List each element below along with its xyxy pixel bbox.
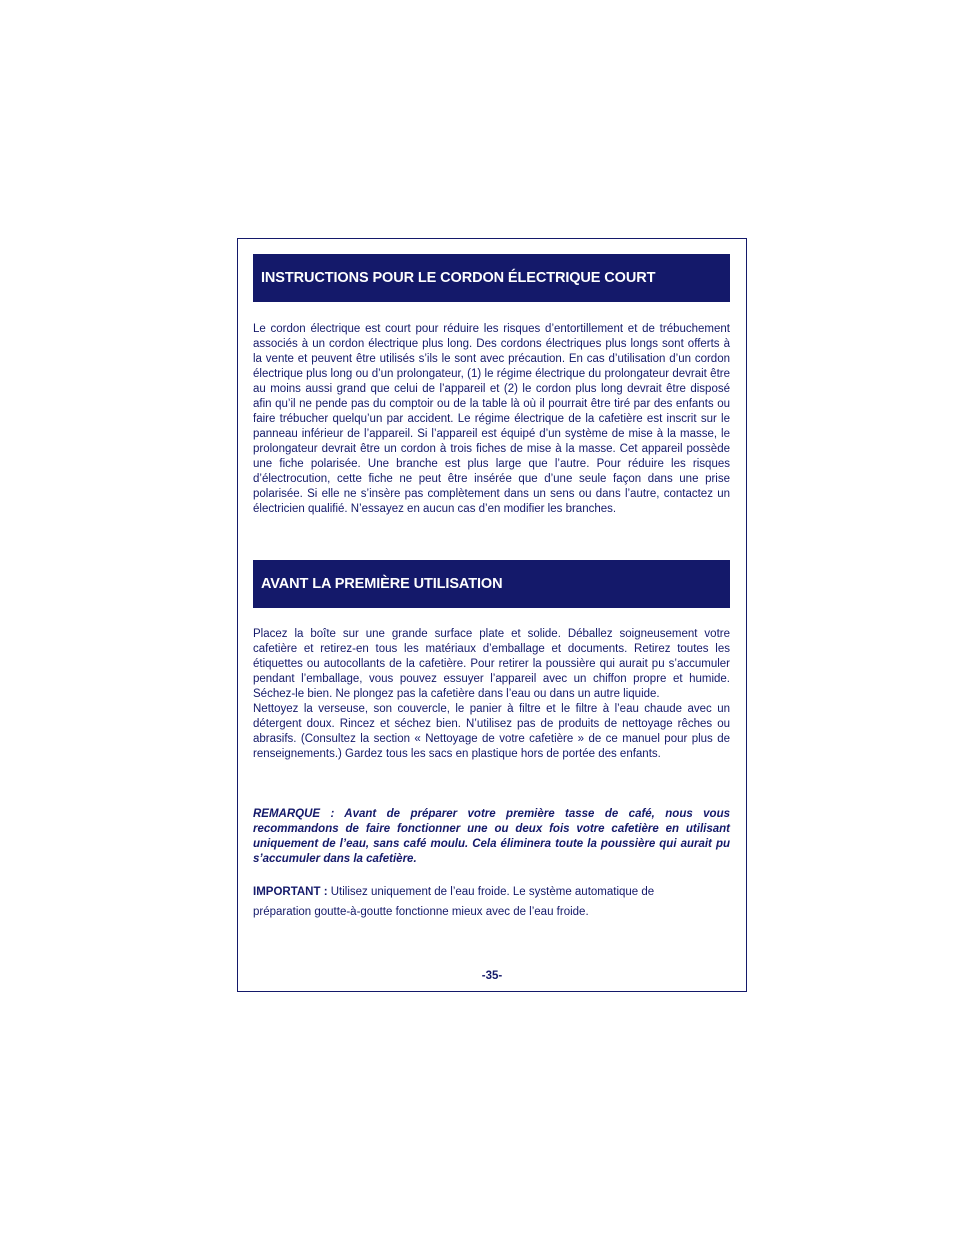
remark-note	[253, 807, 730, 867]
first-use-paragraph-unpacking: Placez la boîte sur une grande surface plate et solide. Déballez soigneusement votre cafetière et retirez-en tous les matériaux d’emballage et documents. Retirez toutes les étiquettes ou autocollants de la cafetière. Pour retirer la poussière qui aurait pu s’accumuler pendant l’emballage, vous pouvez essuyer l’appareil avec un chiffon propre et humide. Séchez-le bien. Ne plongez pas la cafetière dans l’eau ou dans un autre liquide.	[253, 628, 730, 700]
short-cord-instructions	[253, 322, 730, 517]
manual-page	[237, 238, 747, 992]
section-title-first-use: AVANT LA PREMIÈRE UTILISATION	[261, 576, 503, 592]
first-use-paragraph-cleaning: Nettoyez la verseuse, son couvercle, le panier à filtre et le filtre à l’eau chaude avec un détergent doux. Rincez et séchez bien. N’utilisez pas de produits de nettoyage rêches ou abrasifs. (Consultez la section « Nettoyage de votre cafetière » de ce manuel pour plus de renseignements.) Gardez tous les sacs en plastique hors de portée des enfants.	[253, 703, 730, 760]
section-title-short-cord: INSTRUCTIONS POUR LE CORDON ÉLECTRIQUE COURT	[261, 270, 656, 286]
important-text: Utilisez uniquement de l’eau froide. Le système automatique de préparation goutte-à-goutte fonctionne mieux avec de l’eau froide.	[253, 886, 655, 918]
important-note	[253, 882, 703, 922]
section-header-first-use	[253, 560, 730, 608]
remark-note-text: REMARQUE : Avant de préparer votre première tasse de café, nous vous recommandons de faire fonctionner une ou deux fois votre cafetière en utilisant uniquement de l’eau, sans café moulu. Cela éliminera toute la poussière qui aurait pu s’accumuler dans la cafetière.	[253, 808, 730, 865]
page-number: -35-	[481, 970, 503, 982]
short-cord-paragraph: Le cordon électrique est court pour réduire les risques d’entortillement et de trébuchement associés à un cordon électrique plus long. Des cordons électriques plus longs sont offerts à la vente et peuvent être utilisés s’ils le sont avec précaution. En cas d’utilisation d’un cordon électrique plus long ou d’un prolongateur, (1) le régime électrique du prolongateur devrait être au moins aussi grand que celui de l’appareil et (2) le cordon plus long devrait être disposé afin qu’il ne pende pas du comptoir ou de la table là où il pourrait être tiré par des enfants ou faire trébucher quelqu’un par accident. Le régime électrique de la cafetière est inscrit sur le panneau inférieur de l’appareil. Si l’appareil est équipé d’un système de mise à la masse, le prolongateur devrait être un cordon à trois fiches de mise à la masse. Cet appareil possède une fiche polarisée. Une branche est plus large que l’autre. Pour réduire les risques d’électrocution, cette fiche ne peut être insérée que d’une seule façon dans une prise polarisée. Si elle ne s’insère pas complètement dans un sens ou dans l’autre, contactez un électricien qualifié. N’essayez en aucun cas d’en modifier les branches.	[253, 323, 730, 515]
first-use-instructions	[253, 627, 730, 762]
important-label: IMPORTANT :	[253, 886, 328, 898]
section-header-short-cord	[253, 254, 730, 302]
